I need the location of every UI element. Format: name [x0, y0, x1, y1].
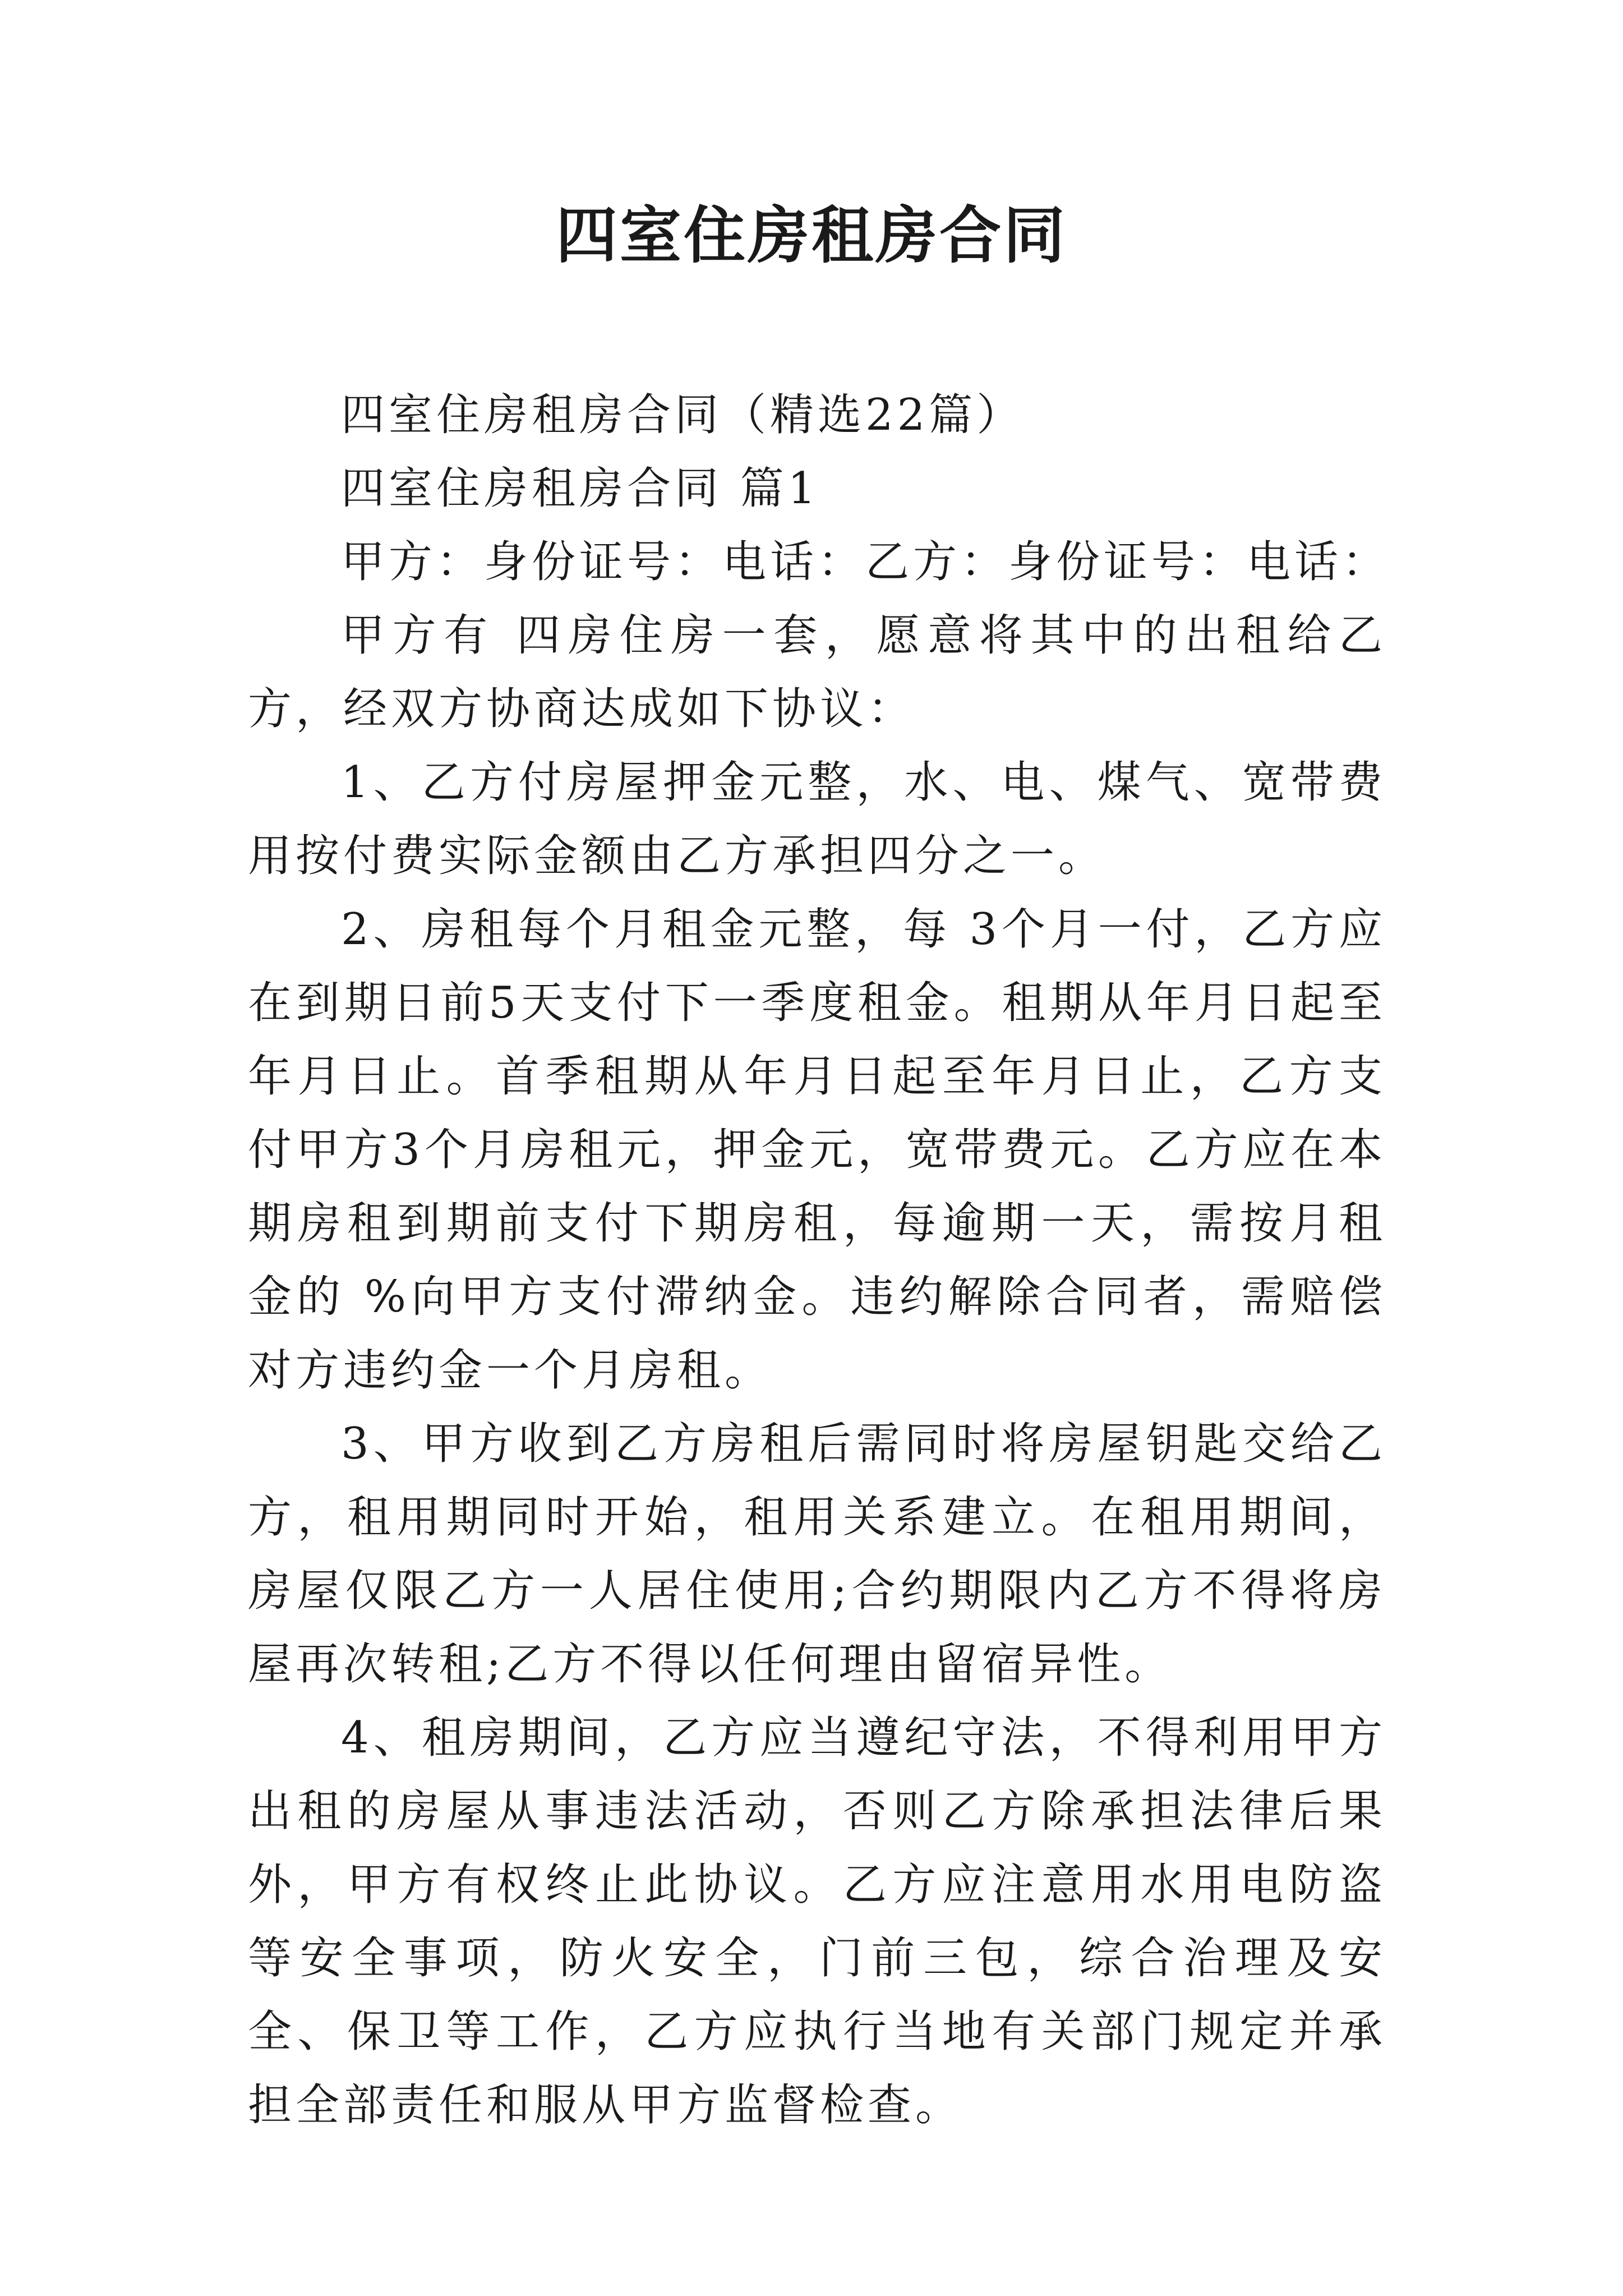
parties-line: 甲方：身份证号：电话：乙方：身份证号：电话：: [341, 537, 1390, 587]
paragraph-clause-3: 3、甲方收到乙方房租后需同时将房屋钥匙交给乙方，租用期同时开始，租用关系建立。在租用期间，房屋仅限乙方一人居住使用;合约期限内乙方不得将房屋再次转租;乙方不得以任何理由留宿异性。: [248, 1419, 1386, 1690]
paragraph-clause-1: 1、乙方付房屋押金元整，水、电、煤气、宽带费用按付费实际金额由乙方承担四分之一。: [248, 757, 1386, 881]
paragraph-intro: 甲方有 四房住房一套，愿意将其中的出租给乙方，经双方协商达成如下协议：: [248, 610, 1386, 734]
document-body: [248, 379, 1390, 2142]
document-title: 四室住房租房合同: [556, 199, 1067, 272]
document-subtitle: 四室住房租房合同（精选22篇）: [341, 390, 1025, 440]
paragraph-clause-2: 2、房租每个月租金元整，每 3个月一付，乙方应在到期日前5天支付下一季度租金。租期从年月日起至年月日止。首季租期从年月日起至年月日止，乙方支付甲方3个月房租元，押金元，宽带费元。乙方应在本期房租到期前支付下期房租，每逾期一天，需按月租金的 %向甲方支付滞纳金。违约解除合同者，需赔偿对方违约金一个月房租。: [248, 904, 1386, 1396]
paragraph-clause-4: 4、租房期间，乙方应当遵纪守法，不得利用甲方出租的房屋从事违法活动，否则乙方除承担法律后果外，甲方有权终止此协议。乙方应注意用水用电防盗等安全事项，防火安全，门前三包，综合治理及安全、保卫等工作，乙方应执行当地有关部门规定并承担全部责任和服从甲方监督检查。: [248, 1713, 1386, 2131]
section-heading: 四室住房租房合同 篇1: [341, 463, 820, 514]
